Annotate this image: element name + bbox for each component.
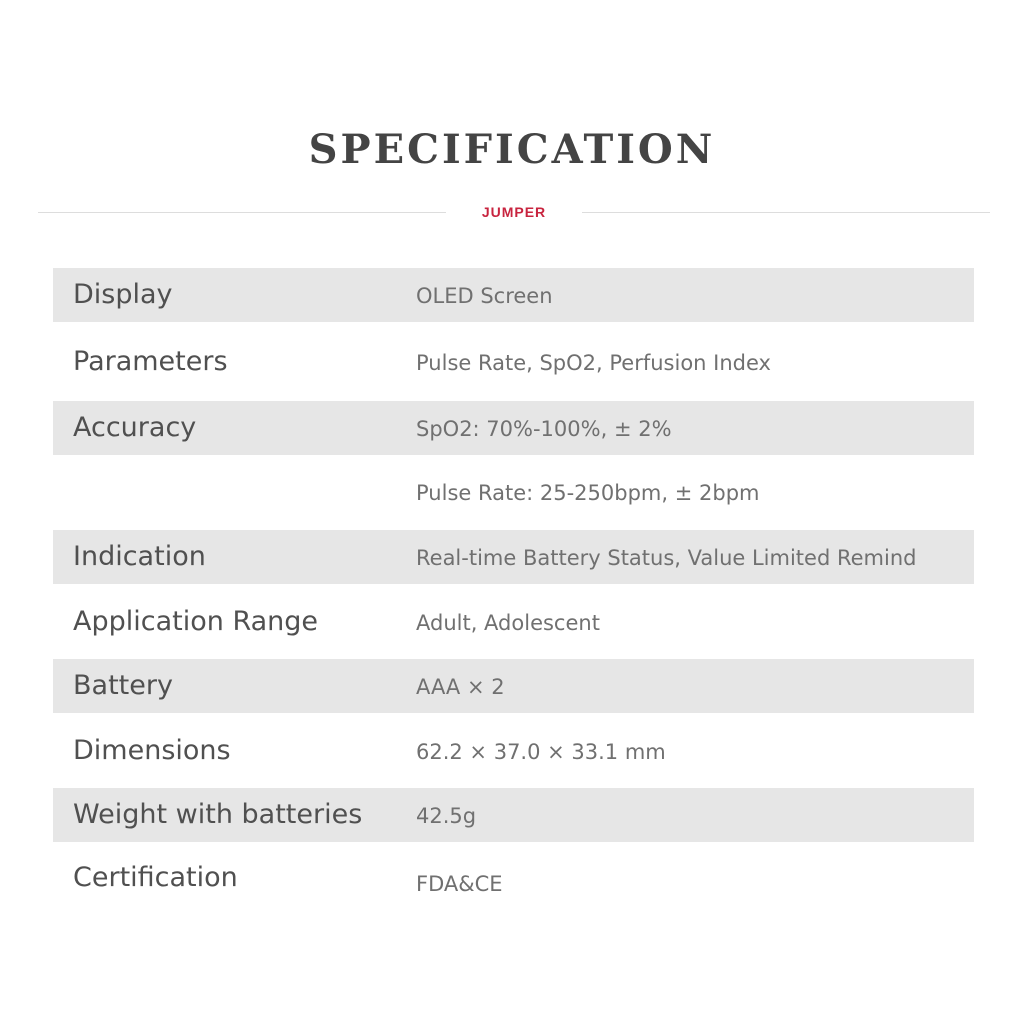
spec-value: FDA&CE [416, 872, 503, 896]
spec-value: Pulse Rate: 25-250bpm, ± 2bpm [416, 481, 760, 505]
spec-label: Display [73, 279, 173, 310]
page-title: SPECIFICATION [308, 126, 716, 173]
spec-row-display [53, 268, 974, 322]
spec-row-application-range [53, 595, 974, 649]
spec-value: 42.5g [416, 804, 477, 828]
spec-value: SpO2: 70%-100%, ± 2% [416, 417, 672, 441]
spec-row-battery [53, 659, 974, 713]
spec-value: Adult, Adolescent [416, 611, 600, 635]
header-divider-left [38, 212, 446, 213]
spec-label: Parameters [73, 346, 228, 377]
spec-row-indication [53, 530, 974, 584]
spec-value: Pulse Rate, SpO2, Perfusion Index [416, 351, 771, 375]
spec-row-accuracy-continued [53, 465, 974, 519]
spec-label: Weight with batteries [73, 799, 363, 830]
spec-row-accuracy [53, 401, 974, 455]
spec-row-weight [53, 788, 974, 842]
header-divider-right [582, 212, 990, 213]
spec-row-parameters [53, 335, 974, 389]
spec-value: 62.2 × 37.0 × 33.1 mm [416, 740, 666, 764]
spec-label: Certification [73, 862, 238, 893]
spec-row-dimensions [53, 724, 974, 778]
spec-value: AAA × 2 [416, 675, 505, 699]
spec-label: Battery [73, 670, 173, 701]
spec-value: Real-time Battery Status, Value Limited Remind [416, 546, 917, 570]
spec-label: Application Range [73, 606, 319, 637]
spec-label: Dimensions [73, 735, 231, 766]
spec-label: Accuracy [73, 412, 197, 443]
brand-logo: JUMPER [481, 204, 547, 220]
spec-value: OLED Screen [416, 284, 553, 308]
spec-label: Indication [73, 541, 206, 572]
spec-row-certification [53, 851, 974, 905]
